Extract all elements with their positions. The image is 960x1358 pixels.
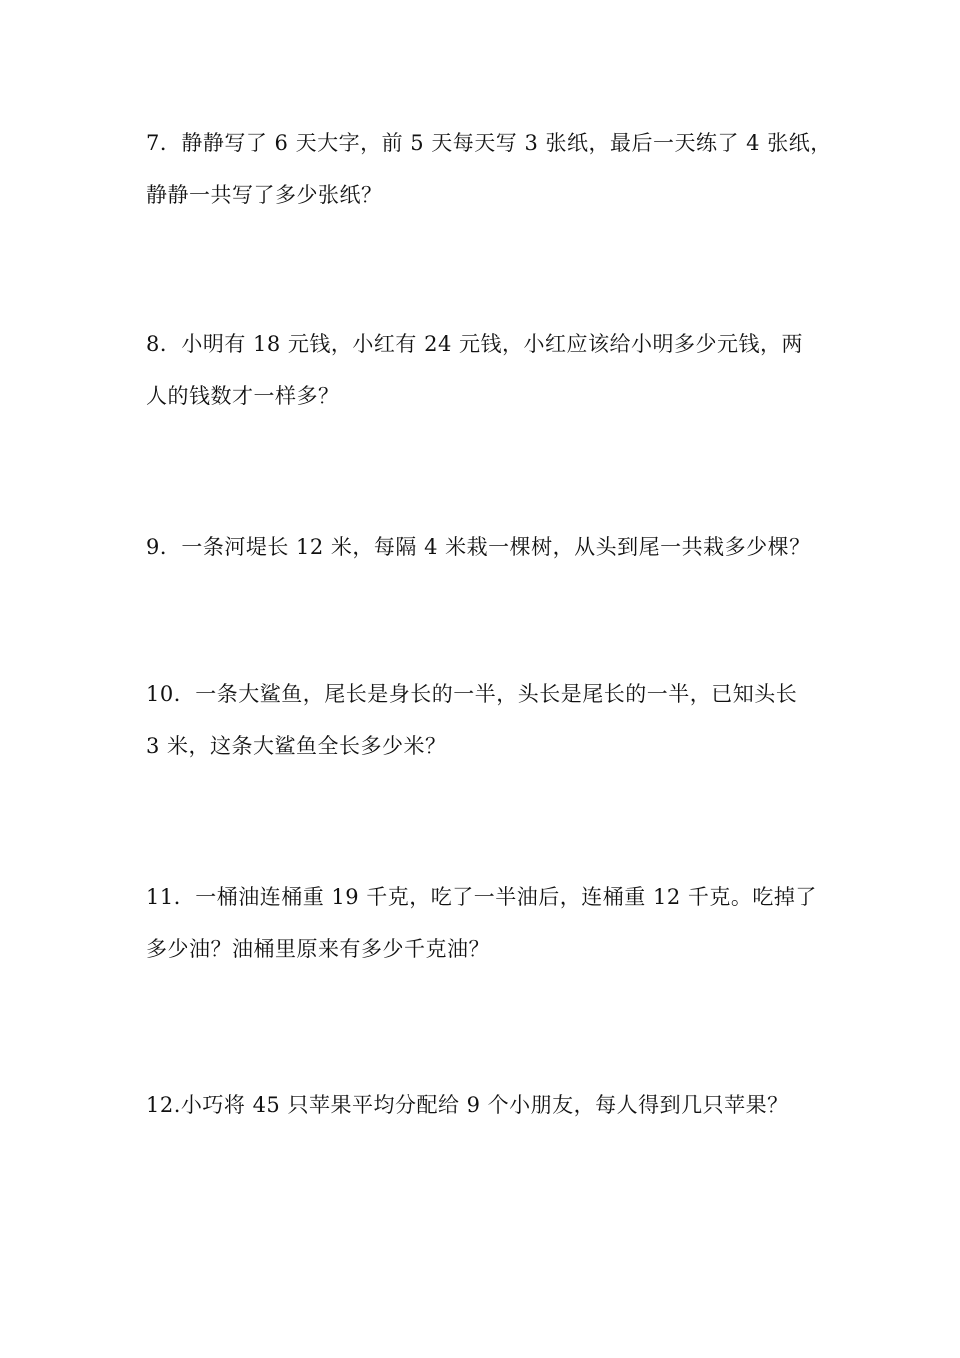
problem-8-line-2: 人的钱数才一样多？	[146, 384, 340, 408]
problem-12	[146, 1079, 826, 1131]
problem-7	[146, 117, 832, 221]
problem-12-line-1: 12.小巧将 45 只苹果平均分配给 9 个小朋友，每人得到几只苹果？	[146, 1093, 789, 1117]
problem-10-line-2: 3 米，这条大鲨鱼全长多少米？	[146, 734, 447, 758]
problem-11	[146, 871, 826, 975]
problem-7-line-2: 静静一共写了多少张纸？	[146, 183, 383, 207]
problem-8	[146, 318, 826, 422]
problem-9	[146, 521, 826, 573]
problem-8-line-1: 8．小明有 18 元钱，小红有 24 元钱，小红应该给小明多少元钱，两	[146, 332, 804, 356]
problem-7-line-1: 7．静静写了 6 天大字，前 5 天每天写 3 张纸，最后一天练了 4 张纸，	[146, 131, 832, 155]
problem-10-line-1: 10．一条大鲨鱼，尾长是身长的一半，头长是尾长的一半，已知头长	[146, 682, 798, 706]
problem-11-line-2: 多少油？油桶里原来有多少千克油？	[146, 937, 490, 961]
problem-9-line-1: 9．一条河堤长 12 米，每隔 4 米栽一棵树，从头到尾一共栽多少棵？	[146, 535, 811, 559]
problem-10	[146, 668, 826, 772]
problem-11-line-1: 11．一桶油连桶重 19 千克，吃了一半油后，连桶重 12 千克。吃掉了	[146, 885, 817, 909]
